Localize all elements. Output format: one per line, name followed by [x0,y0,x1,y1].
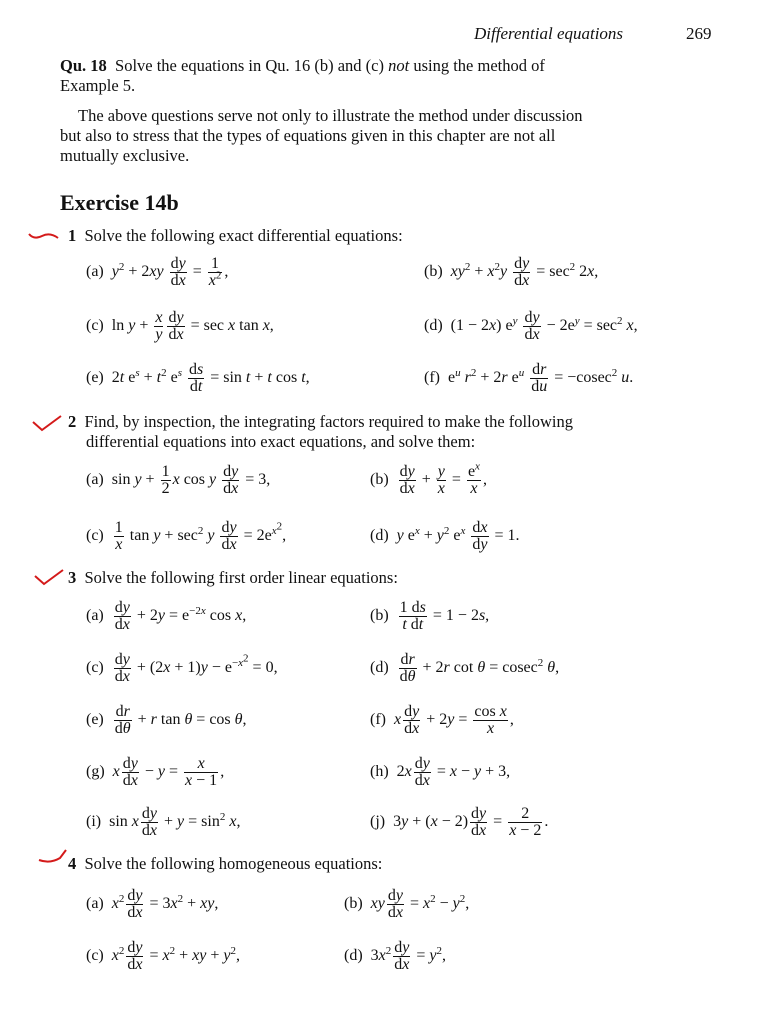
question-text: Solve the following homogeneous equations: [84,854,383,873]
equation-4a: (a) $x^2$ $\frac{dy}{dx}$ = $3x^2$ + xy, [86,887,219,921]
question-number: 1 [68,226,77,245]
page-number: 269 [686,24,712,43]
question-number: 3 [68,568,77,587]
question-number: 2 [68,412,77,431]
equation-3g: (g) x $\frac{dy}{dx}$ − y = $\frac{x}{x - 1}$ , [86,755,225,789]
equation-4c: (c) $x^2$ $\frac{dy}{dx}$ = $x^2$ + xy + $y^2$, [86,939,240,973]
equation-1b: (b) $xy^2 + x^2y$ $\frac{dy}{dx}$ = $\sec^2 2x$, [424,255,599,289]
equation-3c: (c) $\frac{dy}{dx}$ + $(2x + 1)y - e^{-x^2} = 0$, [86,651,278,685]
qu18-line2: Example 5. [60,76,136,95]
question-1 [68,226,403,246]
question-text-2: differential equations into exact equations, and solve them: [86,432,476,451]
equation-3h: (h) 2x $\frac{dy}{dx}$ = x − y + 3, [370,755,511,789]
question-3 [68,568,398,588]
equation-1f: (f) $e^u$ $r^2 + 2r$ $e^u$ $\frac{dr}{du}$ = −cosec$^2$ u. [424,361,634,395]
equation-2b: (b) $\frac{dy}{dx}$ + $\frac{y}{x}$ = $\frac{e^x}{x}$ , [370,460,487,497]
exercise-title: Exercise 14b [60,190,179,215]
pen-check-mark [30,412,64,434]
equation-2c: (c) $\frac{1}{x}$ $\tan y + \sec^2 y$ $\frac{dy}{dx}$ = $2e^{x^2}$, [86,519,287,553]
question-number: 4 [68,854,77,873]
qu18-text-a: Solve the equations in Qu. 16 (b) and (c) [115,56,389,75]
running-title: Differential equations [474,24,624,43]
intro-line1: The above questions serve not only to illustrate the method under discussion [78,106,583,125]
qu18-not: not [388,56,410,75]
equation-3b: (b) $\frac{1 ds}{\text{t dt}}$ = 1 − 2s, [370,599,490,633]
question-4 [68,854,382,874]
equation-3a: (a) $\frac{dy}{dx}$ + $2y = e^{-2x}$ cos x, [86,599,247,633]
question-text: Solve the following exact differential equations: [84,226,403,245]
qu18-text-b: using the method of [409,56,545,75]
pen-tick-mark [36,846,70,868]
qu18-paragraph [60,56,720,96]
intro-line3: mutually exclusive. [60,146,190,165]
intro-line2: but also to stress that the types of equations given in this chapter are not all [60,126,556,145]
equation-3f: (f) x $\frac{dy}{dx}$ + 2y = $\frac{\text{cos x}}{x}$ , [370,703,514,737]
equation-3i: (i) sin x $\frac{dy}{dx}$ + $y = \sin^2 x$, [86,805,241,839]
equation-2a: (a) sin y + $\frac{1}{2}$ x cos y $\frac{dy}{dx}$ = 3, [86,463,271,497]
pen-check-mark [32,566,66,588]
equation-1c: (c) ln y + $\frac{x}{y}$ $\frac{dy}{dx}$ = sec x tan x, [86,309,274,343]
qu18-label: Qu. 18 [60,56,107,75]
question-text: Find, by inspection, the integrating factors required to make the following [84,412,573,431]
equation-1e: (e) 2t $e^s + t^2$ $e^s$ $\frac{ds}{dt}$ = sin t + t cos t, [86,361,310,395]
intro-paragraph [60,106,730,166]
equation-4d: (d) $3x^2$ $\frac{dy}{dx}$ = $y^2$, [344,939,447,973]
pen-tick-mark [26,226,60,244]
question-2 [68,412,728,452]
equation-4b: (b) xy $\frac{dy}{dx}$ = $x^2 - y^2$, [344,887,470,921]
equation-1a: (a) $y^2 + 2xy$ $\frac{dy}{dx}$ = $\frac{1}{x^2}$ , [86,255,229,289]
equation-3j: (j) 3y + (x − 2) $\frac{dy}{dx}$ = $\frac{2}{x - 2}$ . [370,805,549,839]
question-text: Solve the following first order linear equations: [84,568,398,587]
equation-3e: (e) $\frac{dr}{d\theta}$ + r tan θ = cos θ, [86,703,247,737]
equation-3d: (d) $\frac{dr}{d\theta}$ + 2r cot θ = cosec$^2$ θ, [370,651,560,685]
equation-1d: (d) (1 − 2x) $e^y$ $\frac{dy}{dx}$ − $2e^y = \sec^2 x$, [424,309,638,343]
equation-2d: (d) y $e^x + y^2$ $e^x$ $\frac{dx}{dy}$ = 1. [370,519,520,553]
